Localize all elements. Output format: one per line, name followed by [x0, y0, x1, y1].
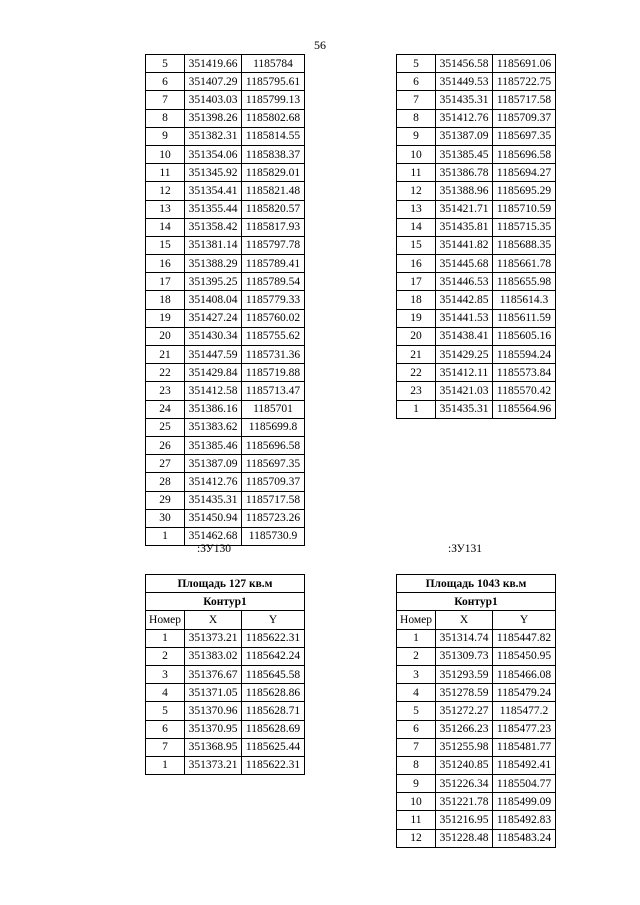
point-number-cell: 10 — [397, 145, 436, 163]
y-coordinate-cell: 1185802.68 — [242, 109, 305, 127]
x-coordinate-cell: 351446.53 — [436, 273, 493, 291]
x-coordinate-cell: 351419.66 — [185, 55, 242, 73]
table-row — [397, 738, 556, 756]
point-number-cell: 8 — [146, 109, 185, 127]
y-coordinate-cell: 1185817.93 — [242, 218, 305, 236]
coordinates-table-top-right — [396, 54, 556, 419]
x-coordinate-cell: 351376.67 — [185, 665, 242, 683]
x-coordinate-cell: 351228.48 — [436, 829, 493, 847]
point-number-cell: 22 — [397, 364, 436, 382]
table-row — [146, 629, 305, 647]
table-row — [397, 811, 556, 829]
table-row — [397, 684, 556, 702]
point-number-cell: 17 — [146, 273, 185, 291]
y-coordinate-cell: 1185795.61 — [242, 73, 305, 91]
y-coordinate-cell: 1185622.31 — [242, 629, 305, 647]
table-row — [146, 218, 305, 236]
point-number-cell: 22 — [146, 364, 185, 382]
coordinates-table-top-left — [145, 54, 305, 546]
point-number-cell: 10 — [146, 145, 185, 163]
table-row — [146, 702, 305, 720]
y-coordinate-cell: 1185723.26 — [242, 509, 305, 527]
table-row — [146, 200, 305, 218]
coordinates-table-zu130 — [145, 574, 305, 775]
y-coordinate-cell: 1185717.58 — [493, 91, 556, 109]
table-row — [146, 127, 305, 145]
table-row — [397, 829, 556, 847]
x-coordinate-cell: 351383.62 — [185, 418, 242, 436]
table-row — [397, 109, 556, 127]
point-number-cell: 27 — [146, 455, 185, 473]
point-number-cell: 9 — [146, 127, 185, 145]
x-coordinate-cell: 351435.31 — [185, 491, 242, 509]
y-coordinate-cell: 1185499.09 — [493, 793, 556, 811]
x-coordinate-cell: 351216.95 — [436, 811, 493, 829]
point-number-cell: 10 — [397, 793, 436, 811]
x-coordinate-cell: 351441.53 — [436, 309, 493, 327]
point-number-cell: 9 — [397, 775, 436, 793]
point-number-cell: 21 — [146, 346, 185, 364]
y-coordinate-cell: 1185784 — [242, 55, 305, 73]
point-number-cell: 23 — [397, 382, 436, 400]
x-coordinate-cell: 351370.95 — [185, 720, 242, 738]
x-coordinate-cell: 351445.68 — [436, 255, 493, 273]
x-coordinate-cell: 351412.76 — [436, 109, 493, 127]
x-coordinate-cell: 351408.04 — [185, 291, 242, 309]
table-row — [397, 629, 556, 647]
y-coordinate-cell: 1185696.58 — [242, 436, 305, 454]
point-number-cell: 11 — [397, 164, 436, 182]
x-coordinate-cell: 351272.27 — [436, 702, 493, 720]
table-row — [397, 309, 556, 327]
area-header: Площадь 1043 кв.м — [397, 575, 556, 593]
table-row — [397, 647, 556, 665]
x-coordinate-cell: 351278.59 — [436, 684, 493, 702]
coordinates-table-zu131 — [396, 574, 556, 848]
y-coordinate-cell: 1185447.82 — [493, 629, 556, 647]
point-number-cell: 5 — [397, 55, 436, 73]
column-header-x: X — [185, 611, 242, 629]
point-number-cell: 2 — [397, 647, 436, 665]
table-row — [397, 145, 556, 163]
y-coordinate-cell: 1185696.58 — [493, 145, 556, 163]
point-number-cell: 12 — [146, 182, 185, 200]
table-row — [146, 327, 305, 345]
point-number-cell: 15 — [146, 236, 185, 254]
table-row — [397, 327, 556, 345]
page-number: 56 — [314, 38, 326, 52]
y-coordinate-cell: 1185625.44 — [242, 738, 305, 756]
point-number-cell: 1 — [146, 527, 185, 545]
x-coordinate-cell: 351381.14 — [185, 236, 242, 254]
point-number-cell: 4 — [146, 684, 185, 702]
x-coordinate-cell: 351398.26 — [185, 109, 242, 127]
x-coordinate-cell: 351421.71 — [436, 200, 493, 218]
table-row — [146, 291, 305, 309]
x-coordinate-cell: 351386.16 — [185, 400, 242, 418]
point-number-cell: 26 — [146, 436, 185, 454]
y-coordinate-cell: 1185799.13 — [242, 91, 305, 109]
point-number-cell: 25 — [146, 418, 185, 436]
table-row — [146, 145, 305, 163]
point-number-cell: 6 — [146, 73, 185, 91]
x-coordinate-cell: 351447.59 — [185, 346, 242, 364]
x-coordinate-cell: 351429.25 — [436, 346, 493, 364]
y-coordinate-cell: 1185779.33 — [242, 291, 305, 309]
point-number-cell: 13 — [397, 200, 436, 218]
x-coordinate-cell: 351449.53 — [436, 73, 493, 91]
point-number-cell: 8 — [397, 109, 436, 127]
table-row — [397, 720, 556, 738]
contour-header: Контур1 — [146, 593, 305, 611]
table-row — [146, 756, 305, 774]
y-coordinate-cell: 1185483.24 — [493, 829, 556, 847]
y-coordinate-cell: 1185697.35 — [242, 455, 305, 473]
table-row — [146, 109, 305, 127]
point-number-cell: 1 — [397, 400, 436, 418]
x-coordinate-cell: 351386.78 — [436, 164, 493, 182]
table-row — [146, 665, 305, 683]
table-row — [397, 200, 556, 218]
table-row — [146, 236, 305, 254]
point-number-cell: 12 — [397, 829, 436, 847]
table-row — [397, 236, 556, 254]
x-coordinate-cell: 351314.74 — [436, 629, 493, 647]
y-coordinate-cell: 1185628.71 — [242, 702, 305, 720]
y-coordinate-cell: 1185492.41 — [493, 756, 556, 774]
table-row — [146, 436, 305, 454]
y-coordinate-cell: 1185614.3 — [493, 291, 556, 309]
x-coordinate-cell: 351226.34 — [436, 775, 493, 793]
area-header: Площадь 127 кв.м — [146, 575, 305, 593]
x-coordinate-cell: 351221.78 — [436, 793, 493, 811]
y-coordinate-cell: 1185479.24 — [493, 684, 556, 702]
point-number-cell: 20 — [397, 327, 436, 345]
y-coordinate-cell: 1185564.96 — [493, 400, 556, 418]
table-row — [146, 647, 305, 665]
point-number-cell: 20 — [146, 327, 185, 345]
table-row — [397, 55, 556, 73]
x-coordinate-cell: 351442.85 — [436, 291, 493, 309]
y-coordinate-cell: 1185605.16 — [493, 327, 556, 345]
table-row — [397, 91, 556, 109]
x-coordinate-cell: 351435.31 — [436, 91, 493, 109]
y-coordinate-cell: 1185694.27 — [493, 164, 556, 182]
table-body — [397, 629, 556, 847]
table-row — [146, 273, 305, 291]
table-row — [397, 164, 556, 182]
x-coordinate-cell: 351255.98 — [436, 738, 493, 756]
x-coordinate-cell: 351371.05 — [185, 684, 242, 702]
point-number-cell: 4 — [397, 684, 436, 702]
x-coordinate-cell: 351430.34 — [185, 327, 242, 345]
y-coordinate-cell: 1185730.9 — [242, 527, 305, 545]
point-number-cell: 9 — [397, 127, 436, 145]
point-number-cell: 7 — [146, 738, 185, 756]
point-number-cell: 7 — [146, 91, 185, 109]
column-header-number: Номер — [397, 611, 436, 629]
x-coordinate-cell: 351266.23 — [436, 720, 493, 738]
point-number-cell: 3 — [146, 665, 185, 683]
y-coordinate-cell: 1185731.36 — [242, 346, 305, 364]
y-coordinate-cell: 1185691.06 — [493, 55, 556, 73]
point-number-cell: 6 — [397, 73, 436, 91]
x-coordinate-cell: 351427.24 — [185, 309, 242, 327]
y-coordinate-cell: 1185722.75 — [493, 73, 556, 91]
table-body — [146, 55, 305, 546]
point-number-cell: 19 — [146, 309, 185, 327]
table-row — [397, 291, 556, 309]
x-coordinate-cell: 351387.09 — [185, 455, 242, 473]
table-row — [397, 273, 556, 291]
y-coordinate-cell: 1185820.57 — [242, 200, 305, 218]
table-row — [146, 364, 305, 382]
parcel-label-zu131: :ЗУ131 — [448, 543, 483, 555]
point-number-cell: 11 — [397, 811, 436, 829]
x-coordinate-cell: 351412.58 — [185, 382, 242, 400]
y-coordinate-cell: 1185697.35 — [493, 127, 556, 145]
table-row — [397, 218, 556, 236]
x-coordinate-cell: 351403.03 — [185, 91, 242, 109]
y-coordinate-cell: 1185645.58 — [242, 665, 305, 683]
point-number-cell: 16 — [397, 255, 436, 273]
point-number-cell: 6 — [397, 720, 436, 738]
x-coordinate-cell: 351435.31 — [436, 400, 493, 418]
x-coordinate-cell: 351438.41 — [436, 327, 493, 345]
y-coordinate-cell: 1185709.37 — [493, 109, 556, 127]
table-row — [146, 346, 305, 364]
column-header-y: Y — [493, 611, 556, 629]
y-coordinate-cell: 1185715.35 — [493, 218, 556, 236]
y-coordinate-cell: 1185466.08 — [493, 665, 556, 683]
y-coordinate-cell: 1185477.2 — [493, 702, 556, 720]
point-number-cell: 16 — [146, 255, 185, 273]
table-row — [146, 73, 305, 91]
point-number-cell: 28 — [146, 473, 185, 491]
point-number-cell: 14 — [146, 218, 185, 236]
y-coordinate-cell: 1185655.98 — [493, 273, 556, 291]
column-header-y: Y — [242, 611, 305, 629]
x-coordinate-cell: 351412.76 — [185, 473, 242, 491]
x-coordinate-cell: 351395.25 — [185, 273, 242, 291]
x-coordinate-cell: 351385.45 — [436, 145, 493, 163]
x-coordinate-cell: 351309.73 — [436, 647, 493, 665]
point-number-cell: 14 — [397, 218, 436, 236]
table-row — [146, 509, 305, 527]
x-coordinate-cell: 351240.85 — [436, 756, 493, 774]
point-number-cell: 1 — [146, 756, 185, 774]
point-number-cell: 18 — [397, 291, 436, 309]
y-coordinate-cell: 1185701 — [242, 400, 305, 418]
point-number-cell: 18 — [146, 291, 185, 309]
y-coordinate-cell: 1185699.8 — [242, 418, 305, 436]
table-row — [146, 309, 305, 327]
point-number-cell: 6 — [146, 720, 185, 738]
table-row — [397, 364, 556, 382]
y-coordinate-cell: 1185477.23 — [493, 720, 556, 738]
y-coordinate-cell: 1185821.48 — [242, 182, 305, 200]
point-number-cell: 5 — [146, 702, 185, 720]
y-coordinate-cell: 1185611.59 — [493, 309, 556, 327]
y-coordinate-cell: 1185661.78 — [493, 255, 556, 273]
table-row — [146, 55, 305, 73]
table-row — [397, 775, 556, 793]
y-coordinate-cell: 1185755.62 — [242, 327, 305, 345]
y-coordinate-cell: 1185760.02 — [242, 309, 305, 327]
point-number-cell: 15 — [397, 236, 436, 254]
x-coordinate-cell: 351293.59 — [436, 665, 493, 683]
point-number-cell: 24 — [146, 400, 185, 418]
y-coordinate-cell: 1185797.78 — [242, 236, 305, 254]
point-number-cell: 17 — [397, 273, 436, 291]
y-coordinate-cell: 1185688.35 — [493, 236, 556, 254]
x-coordinate-cell: 351412.11 — [436, 364, 493, 382]
y-coordinate-cell: 1185628.69 — [242, 720, 305, 738]
y-coordinate-cell: 1185719.88 — [242, 364, 305, 382]
table-row — [146, 382, 305, 400]
table-row — [146, 684, 305, 702]
y-coordinate-cell: 1185709.37 — [242, 473, 305, 491]
x-coordinate-cell: 351355.44 — [185, 200, 242, 218]
x-coordinate-cell: 351383.02 — [185, 647, 242, 665]
x-coordinate-cell: 351354.41 — [185, 182, 242, 200]
y-coordinate-cell: 1185789.54 — [242, 273, 305, 291]
table-row — [146, 255, 305, 273]
point-number-cell: 30 — [146, 509, 185, 527]
y-coordinate-cell: 1185642.24 — [242, 647, 305, 665]
point-number-cell: 7 — [397, 738, 436, 756]
x-coordinate-cell: 351373.21 — [185, 629, 242, 647]
table-row — [397, 255, 556, 273]
x-coordinate-cell: 351354.06 — [185, 145, 242, 163]
x-coordinate-cell: 351441.82 — [436, 236, 493, 254]
y-coordinate-cell: 1185628.86 — [242, 684, 305, 702]
table-row — [146, 164, 305, 182]
table-row — [397, 346, 556, 364]
point-number-cell: 1 — [146, 629, 185, 647]
column-header-number: Номер — [146, 611, 185, 629]
x-coordinate-cell: 351456.58 — [436, 55, 493, 73]
x-coordinate-cell: 351373.21 — [185, 756, 242, 774]
table-row — [397, 756, 556, 774]
x-coordinate-cell: 351370.96 — [185, 702, 242, 720]
table-body — [397, 55, 556, 419]
point-number-cell: 8 — [397, 756, 436, 774]
table-row — [397, 793, 556, 811]
point-number-cell: 11 — [146, 164, 185, 182]
y-coordinate-cell: 1185504.77 — [493, 775, 556, 793]
point-number-cell: 2 — [146, 647, 185, 665]
y-coordinate-cell: 1185713.47 — [242, 382, 305, 400]
y-coordinate-cell: 1185838.37 — [242, 145, 305, 163]
point-number-cell: 13 — [146, 200, 185, 218]
x-coordinate-cell: 351462.68 — [185, 527, 242, 545]
x-coordinate-cell: 351429.84 — [185, 364, 242, 382]
table-row — [397, 400, 556, 418]
point-number-cell: 1 — [397, 629, 436, 647]
column-header-x: X — [436, 611, 493, 629]
table-row — [146, 491, 305, 509]
table-row — [146, 720, 305, 738]
table-row — [397, 665, 556, 683]
x-coordinate-cell: 351387.09 — [436, 127, 493, 145]
point-number-cell: 23 — [146, 382, 185, 400]
point-number-cell: 12 — [397, 182, 436, 200]
point-number-cell: 19 — [397, 309, 436, 327]
y-coordinate-cell: 1185573.84 — [493, 364, 556, 382]
y-coordinate-cell: 1185710.59 — [493, 200, 556, 218]
parcel-label-zu130: :ЗУ130 — [197, 543, 232, 555]
y-coordinate-cell: 1185570.42 — [493, 382, 556, 400]
point-number-cell: 5 — [146, 55, 185, 73]
y-coordinate-cell: 1185789.41 — [242, 255, 305, 273]
x-coordinate-cell: 351435.81 — [436, 218, 493, 236]
x-coordinate-cell: 351358.42 — [185, 218, 242, 236]
y-coordinate-cell: 1185695.29 — [493, 182, 556, 200]
table-body — [146, 629, 305, 775]
table-row — [146, 455, 305, 473]
table-row — [397, 127, 556, 145]
table-row — [146, 418, 305, 436]
x-coordinate-cell: 351385.46 — [185, 436, 242, 454]
table-row — [146, 91, 305, 109]
table-row — [397, 382, 556, 400]
y-coordinate-cell: 1185717.58 — [242, 491, 305, 509]
x-coordinate-cell: 351382.31 — [185, 127, 242, 145]
y-coordinate-cell: 1185814.55 — [242, 127, 305, 145]
table-row — [146, 182, 305, 200]
x-coordinate-cell: 351407.29 — [185, 73, 242, 91]
x-coordinate-cell: 351388.29 — [185, 255, 242, 273]
point-number-cell: 7 — [397, 91, 436, 109]
x-coordinate-cell: 351421.03 — [436, 382, 493, 400]
y-coordinate-cell: 1185594.24 — [493, 346, 556, 364]
y-coordinate-cell: 1185450.95 — [493, 647, 556, 665]
table-row — [397, 73, 556, 91]
y-coordinate-cell: 1185622.31 — [242, 756, 305, 774]
table-row — [146, 473, 305, 491]
contour-header: Контур1 — [397, 593, 556, 611]
x-coordinate-cell: 351388.96 — [436, 182, 493, 200]
point-number-cell: 21 — [397, 346, 436, 364]
point-number-cell: 5 — [397, 702, 436, 720]
x-coordinate-cell: 351450.94 — [185, 509, 242, 527]
y-coordinate-cell: 1185829.01 — [242, 164, 305, 182]
x-coordinate-cell: 351368.95 — [185, 738, 242, 756]
y-coordinate-cell: 1185492.83 — [493, 811, 556, 829]
y-coordinate-cell: 1185481.77 — [493, 738, 556, 756]
table-row — [146, 738, 305, 756]
table-row — [397, 182, 556, 200]
table-row — [397, 702, 556, 720]
x-coordinate-cell: 351345.92 — [185, 164, 242, 182]
table-row — [146, 400, 305, 418]
point-number-cell: 3 — [397, 665, 436, 683]
point-number-cell: 29 — [146, 491, 185, 509]
